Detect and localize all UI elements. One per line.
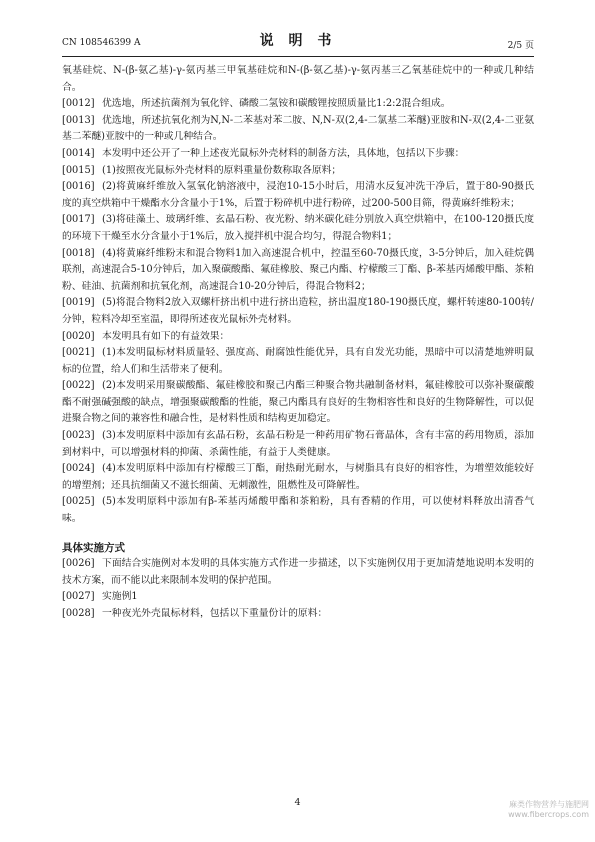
paragraph-number: [0025] [62, 496, 95, 508]
paragraph-list-after [62, 556, 534, 622]
paragraph-number: [0021] [62, 347, 95, 359]
section-gap [62, 528, 534, 540]
paragraph [62, 179, 534, 212]
paragraph-number: [0019] [62, 297, 95, 309]
paragraph-number: [0026] [62, 558, 95, 570]
paragraph-text: 实施例1 [102, 591, 138, 603]
paragraph [62, 163, 534, 180]
paragraph-text: (1)本发明鼠标材料质量轻、强度高、耐腐蚀性能优异，具有自发光功能，黑暗中可以清楚地辨明鼠标的位置，给人们和生活带来了便利。 [62, 347, 534, 375]
paragraph-text: (3)将硅藻土、玻璃纤维、玄晶石粉、夜光粉、纳米碳化硅分别放入真空烘箱中，在100-120摄氏度的环境下干燥至水分含量小于1%后，放入搅拌机中混合均匀，得混合物料1； [62, 214, 534, 242]
document-title: 说 明 书 [259, 33, 337, 49]
paragraph-number: [0015] [62, 164, 95, 176]
publication-number: CN 108546399 A [62, 38, 141, 48]
paragraph-text: (4)本发明原料中添加有柠檬酸三丁酯，耐热耐光耐水，与树脂具有良好的相容性，为增塑效能较好的增塑剂；还具抗细菌又不滋长细菌、无刺激性，阻燃性及可降解性。 [62, 463, 534, 491]
paragraph [62, 461, 534, 494]
paragraph [62, 428, 534, 461]
paragraph [62, 212, 534, 245]
paragraph [62, 295, 534, 328]
page-header [62, 30, 534, 52]
paragraph [62, 589, 534, 606]
document-body [62, 63, 534, 623]
paragraph [62, 146, 534, 163]
paragraph-number: [0012] [62, 98, 95, 110]
paragraph [62, 494, 534, 527]
paragraph-number: [0018] [62, 247, 95, 259]
paragraph-text: (2)本发明采用聚碳酸酯、氟硅橡胶和聚己内酯三种聚合物共融制备材料，氟硅橡胶可以弥补聚碳酸酯不耐强碱强酸的缺点，增强聚碳酸酯的性能，聚己内酯具有良好的生物相容性和良好的生物降解性，可以促进聚合物之间的兼容性和融合性，是材料性质和结构更加稳定。 [62, 380, 534, 425]
paragraph-text: (1)按照夜光鼠标外壳材料的原料重量份数称取各原料； [102, 164, 342, 176]
paragraph-text: (5)将混合物料2放入双螺杆挤出机中进行挤出造粒，挤出温度180-190摄氏度，螺杆转速80-100转/分钟，粒料冷却至室温，即得所述夜光鼠标外壳材料。 [62, 297, 534, 325]
page-indicator: 2/5 页 [507, 41, 534, 51]
paragraph [62, 96, 534, 113]
paragraph-text: (4)将黄麻纤维粉末和混合物料1加入高速混合机中，控温至60-70摄氏度，3-5分钟后，加入硅烷偶联剂，高速混合5-10分钟后，加入聚碳酸酯、氟硅橡胶、聚己内酯、柠檬酸三丁酯、β-苯基丙烯酸甲酯、茶粕粉、硅油、抗菌剂和抗氧化剂，高速混合10-20分钟后，得混合物料2； [62, 247, 534, 292]
watermark-line2: www.fibercrops.com [508, 810, 589, 819]
paragraph [62, 378, 534, 428]
paragraph [62, 345, 534, 378]
continuation-text: 氧基硅烷、N-(β-氨乙基)-γ-氨丙基三甲氧基硅烷和N-(β-氨乙基)-γ-氨丙基三乙氧基硅烷中的一种或几种结合。 [62, 65, 534, 93]
header-rule [62, 56, 534, 57]
paragraph [62, 113, 534, 146]
paragraph-text: 优选地，所述抗氧化剂为N,N-二苯基对苯二胺、N,N-双(2,4-二氯基二苯醚)亚胺和N-双(2,4-二亚氨基二苯醚)亚胺中的一种或几种结合。 [62, 114, 534, 143]
paragraph-number: [0023] [62, 430, 95, 442]
paragraph-text: 一种夜光外壳鼠标材料，包括以下重量份计的原料： [102, 608, 328, 619]
paragraph-number: [0014] [62, 147, 95, 159]
paragraph-text: (2)将黄麻纤维放入氢氧化钠溶液中，浸泡10-15小时后，用清水反复冲洗干净后，置于80-90摄氏度的真空烘箱中干燥酯水分含量小于1%，后置于粉碎机中进行粉碎，过200-500目筛，得黄麻纤维粉末； [62, 181, 534, 209]
paragraph-number: [0022] [62, 380, 95, 392]
paragraph-text: 下面结合实施例对本发明的具体实施方式作进一步描述，以下实施例仅用于更加清楚地说明本发明的技术方案，而不能以此来限制本发明的保护范围。 [62, 558, 534, 586]
paragraph [62, 606, 534, 623]
paragraph-number: [0013] [62, 114, 95, 126]
paragraph-text: 优选地，所述抗菌剂为氧化锌、磷酸二氢铵和碳酸锂按照质量比1:2:2混合组成。 [102, 98, 451, 110]
paragraph-number: [0024] [62, 463, 95, 475]
paragraph-list-before [62, 96, 534, 527]
paragraph-number: [0027] [62, 591, 95, 603]
paragraph-number: [0020] [62, 330, 95, 342]
paragraph-number: [0016] [62, 181, 95, 193]
paragraph [62, 329, 534, 346]
paragraph [62, 246, 534, 296]
paragraph-number: [0017] [62, 214, 95, 226]
section-title: 具体实施方式 [62, 541, 125, 554]
watermark [508, 800, 589, 820]
paragraph-text: (5)本发明原料中添加有β-苯基丙烯酸甲酯和茶粕粉，具有香精的作用，可以使材料释放出清香气味。 [62, 496, 534, 525]
paragraph [62, 556, 534, 589]
watermark-line1: 麻类作物营养与施肥网 [509, 800, 589, 809]
paragraph-text: 本发明具有如下的有益效果： [102, 330, 230, 342]
paragraph-text: 本发明中还公开了一种上述夜光鼠标外壳材料的制备方法，具体地，包括以下步骤： [102, 147, 465, 159]
paragraph-text: (3)本发明原料中添加有玄晶石粉，玄晶石粉是一种药用矿物石膏晶体，含有丰富的药用物质，添加到材料中，可以增强材料的抑菌、杀菌性能，有益于人类健康。 [62, 430, 534, 458]
page-number: 4 [294, 797, 301, 808]
paragraph-number: [0028] [62, 608, 95, 619]
